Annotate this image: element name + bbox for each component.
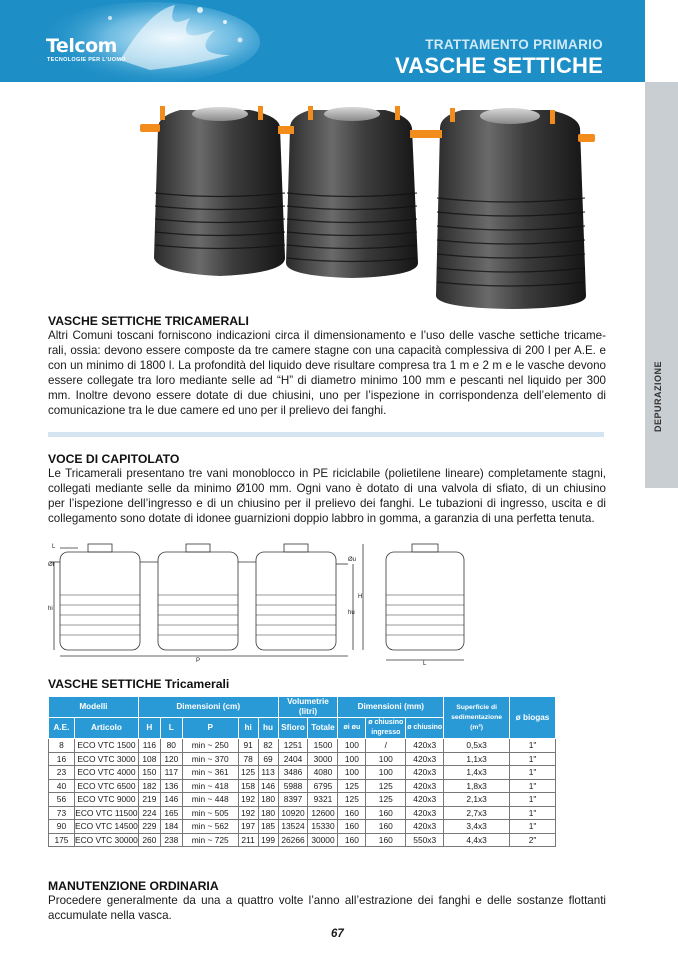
sidebar-tab: [645, 82, 678, 488]
table-cell: 23: [49, 766, 75, 780]
table-cell: 1,4x3: [444, 766, 510, 780]
table-cell: min ~ 361: [182, 766, 238, 780]
text-line: con un minimo di 1800 l. La profondità del liquido deve risultare compresa tra 1 m e 2 m e le vasche devono: [48, 359, 606, 372]
table-cell: 12600: [308, 806, 338, 820]
col-totale: Totale: [308, 718, 338, 739]
table-cell: 2,1x3: [444, 793, 510, 807]
table-cell: ECO VTC 3000: [74, 752, 138, 766]
table-cell: 100: [366, 766, 406, 780]
table-row: [49, 779, 556, 793]
dim-label: hi: [48, 606, 53, 612]
table-row: [49, 752, 556, 766]
col-h: H: [138, 718, 160, 739]
table-cell: 3,4x3: [444, 820, 510, 834]
table-cell: 1500: [308, 739, 338, 753]
table-cell: 160: [338, 806, 366, 820]
table-cell: 160: [338, 833, 366, 847]
table-cell: 1": [510, 806, 556, 820]
table-row: [49, 739, 556, 753]
header-superficie: Superficie di sedimentazione (m²): [444, 697, 510, 739]
table-cell: 180: [258, 806, 278, 820]
table-cell: 160: [366, 806, 406, 820]
table-cell: 125: [366, 793, 406, 807]
table-cell: 1251: [278, 739, 308, 753]
text-line: accumulate nella vasca.: [48, 909, 172, 922]
table-body: [49, 739, 556, 847]
table-cell: 2,7x3: [444, 806, 510, 820]
section-title-capitolato: VOCE DI CAPITOLATO: [48, 452, 180, 466]
page-title: VASCHE SETTICHE: [395, 53, 603, 78]
table-row: [49, 766, 556, 780]
table-cell: 108: [138, 752, 160, 766]
table-cell: 229: [138, 820, 160, 834]
table-cell: 40: [49, 779, 75, 793]
specifications-table: [48, 696, 556, 847]
table-cell: 91: [238, 739, 258, 753]
table-cell: 150: [138, 766, 160, 780]
col-p: P: [182, 718, 238, 739]
table-cell: 9321: [308, 793, 338, 807]
dim-label: L: [52, 544, 56, 550]
col-hu: hu: [258, 718, 278, 739]
table-cell: ECO VTC 30000: [74, 834, 138, 845]
table-cell: 175: [49, 833, 75, 847]
paragraph-manutenzione: [48, 893, 606, 923]
table-cell: 420x3: [406, 766, 444, 780]
table-cell: ECO VTC 14500: [74, 821, 138, 832]
header-modelli: Modelli: [49, 697, 139, 718]
col-hi: hi: [238, 718, 258, 739]
table-cell: ECO VTC 9000: [74, 793, 138, 807]
text-line: Le Tricamerali presentano tre vani monoblocco in PE riciclabile (polietilene lineare) completamente stagni,: [48, 467, 606, 480]
text-line: Procedere generalmente da una a quattro volte l’anno all’estrazione dei fanghi e delle sostanze flottanti: [48, 894, 606, 907]
table-row: [49, 793, 556, 807]
table-title: [48, 677, 229, 691]
table-cell: 125: [238, 766, 258, 780]
col-chiusino: ø chiusino: [406, 718, 444, 739]
table-title-bold: VASCHE SETTICHE: [48, 677, 162, 691]
table-cell: 26266: [278, 833, 308, 847]
col-oi-ou: øi øu: [338, 718, 366, 739]
table-cell: 3486: [278, 766, 308, 780]
table-cell: 1": [510, 752, 556, 766]
table-cell: 82: [258, 739, 278, 753]
text-line: collegati mediante selle da minimo Ø100 mm. Ogni vano è dotato di una valvola di sfiato, di un chiusino: [48, 482, 606, 495]
table-cell: 116: [138, 739, 160, 753]
table-row: [49, 833, 556, 847]
table-cell: ECO VTC 1500: [74, 739, 138, 753]
table-cell: min ~ 505: [182, 806, 238, 820]
text-line: essere collegate tra loro mediante selle ad “H” di diametro minimo 100 mm e pescanti nel liquido per 300: [48, 374, 606, 387]
table-cell: ECO VTC 6500: [74, 779, 138, 793]
dim-label: hu: [348, 610, 355, 616]
table-cell: 1": [510, 793, 556, 807]
dim-label: H: [358, 594, 363, 600]
tank-left: [154, 107, 285, 276]
tank-middle: [286, 107, 418, 278]
table-cell: 125: [338, 793, 366, 807]
paragraph-tricamerali: [48, 328, 606, 418]
dim-label: Øi: [48, 562, 54, 568]
table-cell: 165: [160, 806, 182, 820]
header-dimensioni-mm: Dimensioni (mm): [338, 697, 444, 718]
dim-label: L: [423, 661, 427, 665]
table-cell: 15330: [308, 820, 338, 834]
table-cell: 160: [366, 833, 406, 847]
table-cell: 2404: [278, 752, 308, 766]
table-cell: 100: [366, 752, 406, 766]
dim-label: P: [196, 658, 201, 664]
table-cell: 1,1x3: [444, 752, 510, 766]
table-cell: 4080: [308, 766, 338, 780]
col-sfioro: Sfioro: [278, 718, 308, 739]
table-cell: 1,8x3: [444, 779, 510, 793]
table-cell: 1": [510, 766, 556, 780]
table-cell: 1": [510, 739, 556, 753]
text-line: comunicazione tra le due camere ed uno per il prelievo dei fanghi.: [48, 404, 387, 417]
text-line: per l’ispezione dell’ingresso e di un chiusino per il prelievo dei fanghi. Le tubazioni di ingresso, uscita e di: [48, 497, 606, 510]
header-dimensioni-cm: Dimensioni (cm): [138, 697, 278, 718]
table-cell: 13524: [278, 820, 308, 834]
table-cell: 184: [160, 820, 182, 834]
table-cell: 56: [49, 793, 75, 807]
table-cell: 90: [49, 820, 75, 834]
text-line: mm. Inoltre devono essere dotate di due chiusini, uno per l’ispezione in corrispondenza dell’elemento di: [48, 389, 606, 402]
table-cell: 80: [160, 739, 182, 753]
dim-label: Øu: [348, 557, 357, 563]
col-l: L: [160, 718, 182, 739]
table-cell: 125: [338, 779, 366, 793]
sidebar-label: DEPURAZIONE: [653, 360, 663, 432]
table-cell: 113: [258, 766, 278, 780]
table-cell: /: [366, 739, 406, 753]
table-cell: 219: [138, 793, 160, 807]
col-articolo: Articolo: [74, 718, 138, 739]
table-cell: 146: [160, 793, 182, 807]
table-cell: 224: [138, 806, 160, 820]
table-cell: 185: [258, 820, 278, 834]
section-title-manutenzione: MANUTENZIONE ORDINARIA: [48, 879, 219, 893]
table-cell: min ~ 448: [182, 793, 238, 807]
table-cell: ECO VTC 4000: [74, 766, 138, 780]
table-cell: 420x3: [406, 820, 444, 834]
tricameral-tanks-image: [140, 98, 595, 310]
text-line: rali, ossia: devono essere composte da tre camere stagne con una capacità complessiva di 200 l per A.E. e: [48, 344, 606, 357]
technical-drawing: [48, 540, 468, 665]
table-cell: min ~ 418: [182, 779, 238, 793]
table-cell: min ~ 562: [182, 820, 238, 834]
table-cell: 2": [510, 833, 556, 847]
table-cell: min ~ 250: [182, 739, 238, 753]
table-row: [49, 806, 556, 820]
header-volumetrie: Volumetrie (litri): [278, 697, 338, 718]
table-cell: 4,4x3: [444, 833, 510, 847]
text-line: Altri Comuni toscani forniscono indicazioni circa il dimensionamento e l’uso delle vasche settiche tricame-: [48, 329, 606, 342]
table-cell: 550x3: [406, 833, 444, 847]
table-cell: 0,5x3: [444, 739, 510, 753]
table-cell: 78: [238, 752, 258, 766]
table-cell: 199: [258, 833, 278, 847]
table-cell: 158: [238, 779, 258, 793]
table-cell: 3000: [308, 752, 338, 766]
table-cell: min ~ 370: [182, 752, 238, 766]
table-cell: 1": [510, 779, 556, 793]
table-cell: 420x3: [406, 806, 444, 820]
table-title-rest: Tricamerali: [161, 677, 230, 691]
section-title-tricamerali: VASCHE SETTICHE TRICAMERALI: [48, 314, 249, 328]
table-cell: 420x3: [406, 779, 444, 793]
table-cell: 10920: [278, 806, 308, 820]
table-cell: 260: [138, 833, 160, 847]
table-cell: 117: [160, 766, 182, 780]
table-cell: 136: [160, 779, 182, 793]
table-cell: 73: [49, 806, 75, 820]
table-cell: 146: [258, 779, 278, 793]
telcom-logo: Telcom: [46, 35, 117, 57]
table-cell: 125: [366, 779, 406, 793]
col-ae: A.E.: [49, 718, 75, 739]
table-cell: 69: [258, 752, 278, 766]
text-line: collegamento sono dotate di idonee guarnizioni doppio labbro in gomma, a garanzia di una perfetta tenuta.: [48, 512, 595, 525]
table-cell: 8: [49, 739, 75, 753]
table-cell: 182: [138, 779, 160, 793]
table-row: [49, 820, 556, 834]
header-supertitle: TRATTAMENTO PRIMARIO: [425, 37, 603, 52]
logo-tagline: TECNOLOGIE PER L'UOMO: [47, 57, 126, 63]
water-splash-graphic: [0, 0, 260, 82]
table-cell: 211: [238, 833, 258, 847]
table-cell: 420x3: [406, 793, 444, 807]
table-cell: 100: [338, 752, 366, 766]
table-cell: 197: [238, 820, 258, 834]
table-cell: 160: [366, 820, 406, 834]
table-cell: 30000: [308, 833, 338, 847]
table-cell: 16: [49, 752, 75, 766]
col-chiusino-ingresso: ø chiusino ingresso: [366, 718, 406, 739]
table-cell: 192: [238, 793, 258, 807]
table-cell: 420x3: [406, 752, 444, 766]
table-cell: 120: [160, 752, 182, 766]
page-number: 67: [331, 928, 344, 940]
table-cell: 192: [238, 806, 258, 820]
section-divider: [48, 432, 604, 437]
table-cell: 160: [338, 820, 366, 834]
table-cell: 238: [160, 833, 182, 847]
tank-right: [436, 108, 586, 309]
header-biogas: ø biogas: [510, 697, 556, 739]
table-cell: 1": [510, 820, 556, 834]
paragraph-capitolato: [48, 466, 606, 526]
table-cell: 8397: [278, 793, 308, 807]
table-cell: 180: [258, 793, 278, 807]
table-cell: 6795: [308, 779, 338, 793]
table-cell: 420x3: [406, 739, 444, 753]
page-header: [0, 0, 645, 82]
table-cell: 100: [338, 739, 366, 753]
table-cell: 5988: [278, 779, 308, 793]
table-cell: min ~ 725: [182, 833, 238, 847]
table-cell: 100: [338, 766, 366, 780]
table-cell: ECO VTC 11500: [75, 807, 138, 818]
